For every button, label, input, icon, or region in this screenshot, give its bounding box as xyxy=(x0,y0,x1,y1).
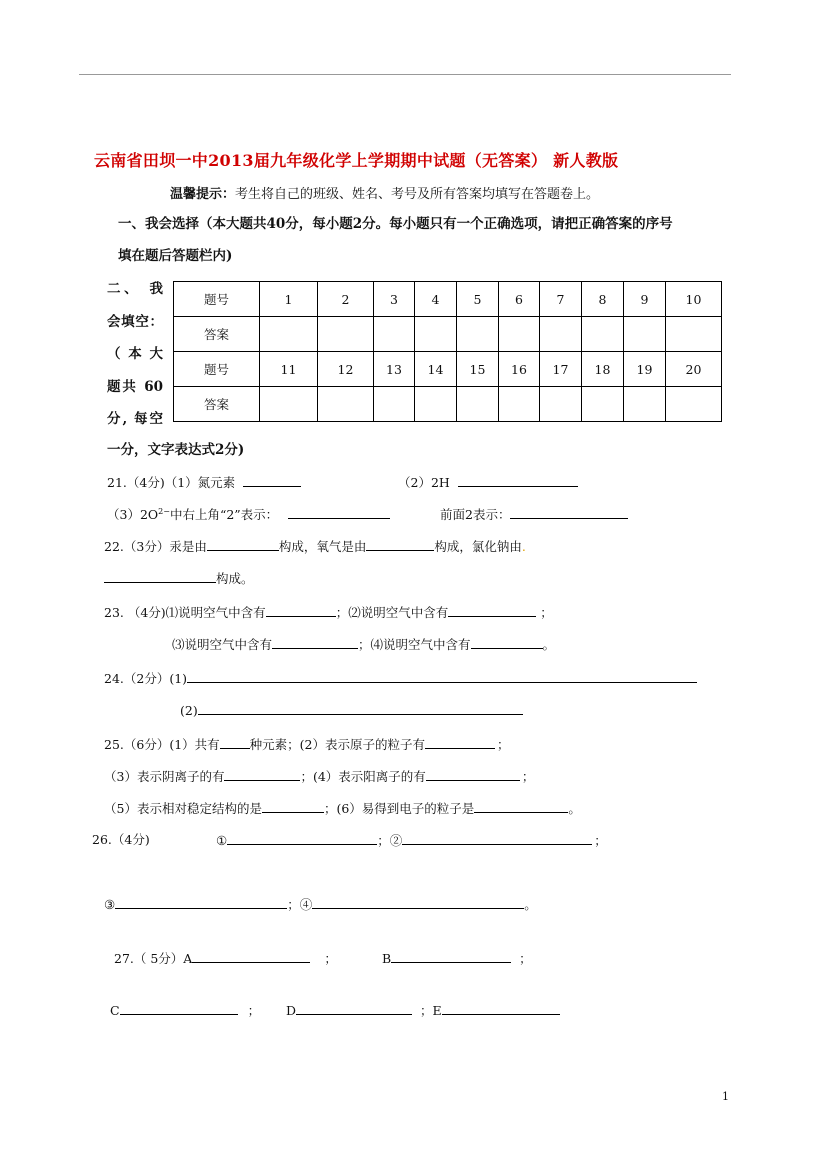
table-row xyxy=(174,282,722,317)
blank[interactable] xyxy=(120,1000,238,1015)
superscript: 2− xyxy=(158,506,170,516)
q22-text: 构成，氧气是由 xyxy=(278,539,367,554)
answer-cell[interactable] xyxy=(499,387,540,422)
q24-line1 xyxy=(104,668,697,687)
q21-text: 21.（4分)（1）氮元素 xyxy=(107,475,236,490)
q27-text: D xyxy=(286,1003,297,1018)
q21-text: 前面2表示： xyxy=(440,507,511,522)
answer-table xyxy=(173,281,722,422)
q25-line3 xyxy=(104,798,581,817)
question-number: 11 xyxy=(260,352,318,387)
section2-line: 二、 我 xyxy=(107,281,163,297)
punctuation: ； xyxy=(497,737,510,752)
blank[interactable] xyxy=(366,536,434,551)
blank[interactable] xyxy=(510,504,628,519)
q27-text: ；E xyxy=(420,1003,442,1018)
q24-text: (2) xyxy=(180,703,198,718)
answer-cell[interactable] xyxy=(582,317,624,352)
blank[interactable] xyxy=(198,700,523,715)
tip-label: 温馨提示： xyxy=(170,187,236,202)
table-row xyxy=(174,352,722,387)
q25-line1 xyxy=(104,734,510,753)
question-number: 19 xyxy=(624,352,666,387)
q23-text: 23. （4分)⑴说明空气中含有 xyxy=(104,605,266,620)
q25-text: 种元素；(2）表示原子的粒子有 xyxy=(249,737,426,752)
q27-line1 xyxy=(114,948,337,967)
q24-text: 24.（2分）(1) xyxy=(104,671,188,686)
punctuation: ； xyxy=(540,605,553,620)
answer-cell[interactable] xyxy=(666,317,722,352)
punctuation: ； xyxy=(519,951,532,966)
answer-cell[interactable] xyxy=(499,317,540,352)
question-number: 20 xyxy=(666,352,722,387)
q21-text: （2）2H xyxy=(398,475,450,490)
question-number: 5 xyxy=(457,282,499,317)
question-number: 4 xyxy=(415,282,457,317)
section2-heading-end: 一分，文字表达式2分) xyxy=(107,442,245,458)
question-number: 18 xyxy=(582,352,624,387)
punctuation: ； xyxy=(521,769,535,784)
answer-cell[interactable] xyxy=(260,317,318,352)
punctuation: 。 xyxy=(568,801,581,816)
question-number: 7 xyxy=(540,282,582,317)
q27-line1b xyxy=(382,948,532,967)
blank[interactable] xyxy=(262,798,324,813)
q26-text: ；④ xyxy=(287,897,313,912)
q22-line2 xyxy=(104,568,254,587)
blank[interactable] xyxy=(474,798,568,813)
answer-cell[interactable] xyxy=(318,317,374,352)
q26-line1 xyxy=(216,830,607,849)
answer-cell[interactable] xyxy=(582,387,624,422)
question-number: 14 xyxy=(415,352,457,387)
row-label: 题号 xyxy=(174,282,260,317)
q23-text: ；⑵说明空气中含有 xyxy=(335,605,449,620)
answer-cell[interactable] xyxy=(457,317,499,352)
row-label: 答案 xyxy=(174,387,260,422)
tip-line xyxy=(170,183,599,202)
punctuation: 。 xyxy=(524,897,537,912)
q22-text: 构成。 xyxy=(216,571,254,586)
q27-line2b xyxy=(286,1000,560,1019)
table-row xyxy=(174,387,722,422)
punctuation: 。 xyxy=(542,637,556,652)
blank[interactable] xyxy=(220,734,250,749)
section2-line: 会填空： xyxy=(107,313,163,330)
q21-text: 中右上角“2”表示： xyxy=(169,507,279,522)
q27-text: C xyxy=(110,1003,120,1018)
q26-text: ① xyxy=(216,833,228,848)
q24-line2 xyxy=(180,700,523,718)
answer-cell[interactable] xyxy=(318,387,374,422)
punctuation: ； xyxy=(594,833,607,848)
q23-line2 xyxy=(172,634,555,653)
q23-text: ；⑷说明空气中含有 xyxy=(358,637,471,652)
answer-cell[interactable] xyxy=(540,317,582,352)
blank[interactable] xyxy=(312,894,524,909)
q22-text: 构成，氯化钠由 xyxy=(434,539,522,554)
q27-text: 27.（ 5分）A xyxy=(114,951,193,966)
blank[interactable] xyxy=(471,634,543,649)
row-label: 答案 xyxy=(174,317,260,352)
question-number: 15 xyxy=(457,352,499,387)
q21-part4 xyxy=(440,504,628,523)
answer-cell[interactable] xyxy=(374,387,415,422)
question-number: 1 xyxy=(260,282,318,317)
punctuation: ； xyxy=(247,1003,261,1018)
question-number: 12 xyxy=(318,352,374,387)
q25-text: （3）表示阴离子的有 xyxy=(104,769,225,784)
question-number: 17 xyxy=(540,352,582,387)
q26-line2 xyxy=(104,894,537,913)
section2-line: 分, 每空 xyxy=(107,411,163,427)
q21-part2 xyxy=(398,472,578,491)
blank[interactable] xyxy=(207,536,279,551)
q27-line2 xyxy=(110,1000,260,1019)
blank[interactable] xyxy=(192,948,310,963)
page-title: 云南省田坝一中2013届九年级化学上学期期中试题（无答案） 新人教版 xyxy=(94,151,619,170)
blank[interactable] xyxy=(115,894,287,909)
blank[interactable] xyxy=(296,1000,412,1015)
answer-cell[interactable] xyxy=(374,317,415,352)
q25-text: ；(6）易得到电子的粒子是 xyxy=(323,801,475,816)
q26-text: ③ xyxy=(104,897,116,912)
section1-heading: 一、我会选择（本大题共40分，每小题2分。每小题只有一个正确选项，请把正确答案的序号 xyxy=(118,216,673,232)
question-number: 3 xyxy=(374,282,415,317)
answer-cell[interactable] xyxy=(415,317,457,352)
answer-cell[interactable] xyxy=(540,387,582,422)
question-number: 10 xyxy=(666,282,722,317)
q25-line2 xyxy=(104,766,534,785)
q25-text: （5）表示相对稳定结构的是 xyxy=(104,801,262,816)
q21-text: （3）2O xyxy=(107,507,159,522)
section2-heading xyxy=(107,273,163,436)
q23-line1 xyxy=(104,602,553,621)
blank[interactable] xyxy=(288,504,390,519)
table-row xyxy=(174,317,722,352)
section2-line: 题共 60 xyxy=(107,378,163,395)
header-rule xyxy=(79,74,731,75)
blank[interactable] xyxy=(442,1000,560,1015)
question-number: 13 xyxy=(374,352,415,387)
question-number: 6 xyxy=(499,282,540,317)
question-number: 16 xyxy=(499,352,540,387)
page-number: 1 xyxy=(722,1090,729,1103)
q25-text: 25.（6分）(1）共有 xyxy=(104,737,220,752)
blank[interactable] xyxy=(458,472,578,487)
blank[interactable] xyxy=(426,766,520,781)
blank[interactable] xyxy=(425,734,495,749)
q22-text: 22.（3分）汞是由 xyxy=(104,539,207,554)
blank[interactable] xyxy=(187,668,697,683)
q21-part3 xyxy=(107,504,390,523)
blank[interactable] xyxy=(391,948,511,963)
punctuation: ； xyxy=(324,951,337,966)
question-number: 8 xyxy=(582,282,624,317)
q25-text: ；(4）表示阳离子的有 xyxy=(300,769,426,784)
answer-cell[interactable] xyxy=(624,317,666,352)
section2-line: （本大 xyxy=(107,346,163,362)
answer-cell[interactable] xyxy=(457,387,499,422)
q22-line1: 22.（3分）汞是由 构成，氧气是由 构成，氯化钠由. xyxy=(104,536,526,555)
blank[interactable] xyxy=(402,830,592,845)
answer-cell[interactable] xyxy=(415,387,457,422)
q26-text: ；② xyxy=(377,833,403,848)
blank[interactable] xyxy=(266,602,336,617)
answer-cell[interactable] xyxy=(666,387,722,422)
question-number: 9 xyxy=(624,282,666,317)
question-number: 2 xyxy=(318,282,374,317)
q23-text: ⑶说明空气中含有 xyxy=(172,637,273,652)
tip-text: 考生将自己的班级、姓名、考号及所有答案均填写在答题卷上。 xyxy=(235,187,600,202)
blank[interactable] xyxy=(227,830,377,845)
answer-cell[interactable] xyxy=(260,387,318,422)
blank[interactable] xyxy=(224,766,300,781)
blank[interactable] xyxy=(104,568,216,583)
blank[interactable] xyxy=(272,634,358,649)
section1-heading-cont: 填在题后答题栏内) xyxy=(118,248,233,264)
q26-label: 26.（4分) xyxy=(92,832,150,847)
answer-cell[interactable] xyxy=(624,387,666,422)
q21-part1 xyxy=(107,472,301,491)
q27-text: B xyxy=(382,951,392,966)
row-label: 题号 xyxy=(174,352,260,387)
blank[interactable] xyxy=(243,472,301,487)
blank[interactable] xyxy=(448,602,536,617)
